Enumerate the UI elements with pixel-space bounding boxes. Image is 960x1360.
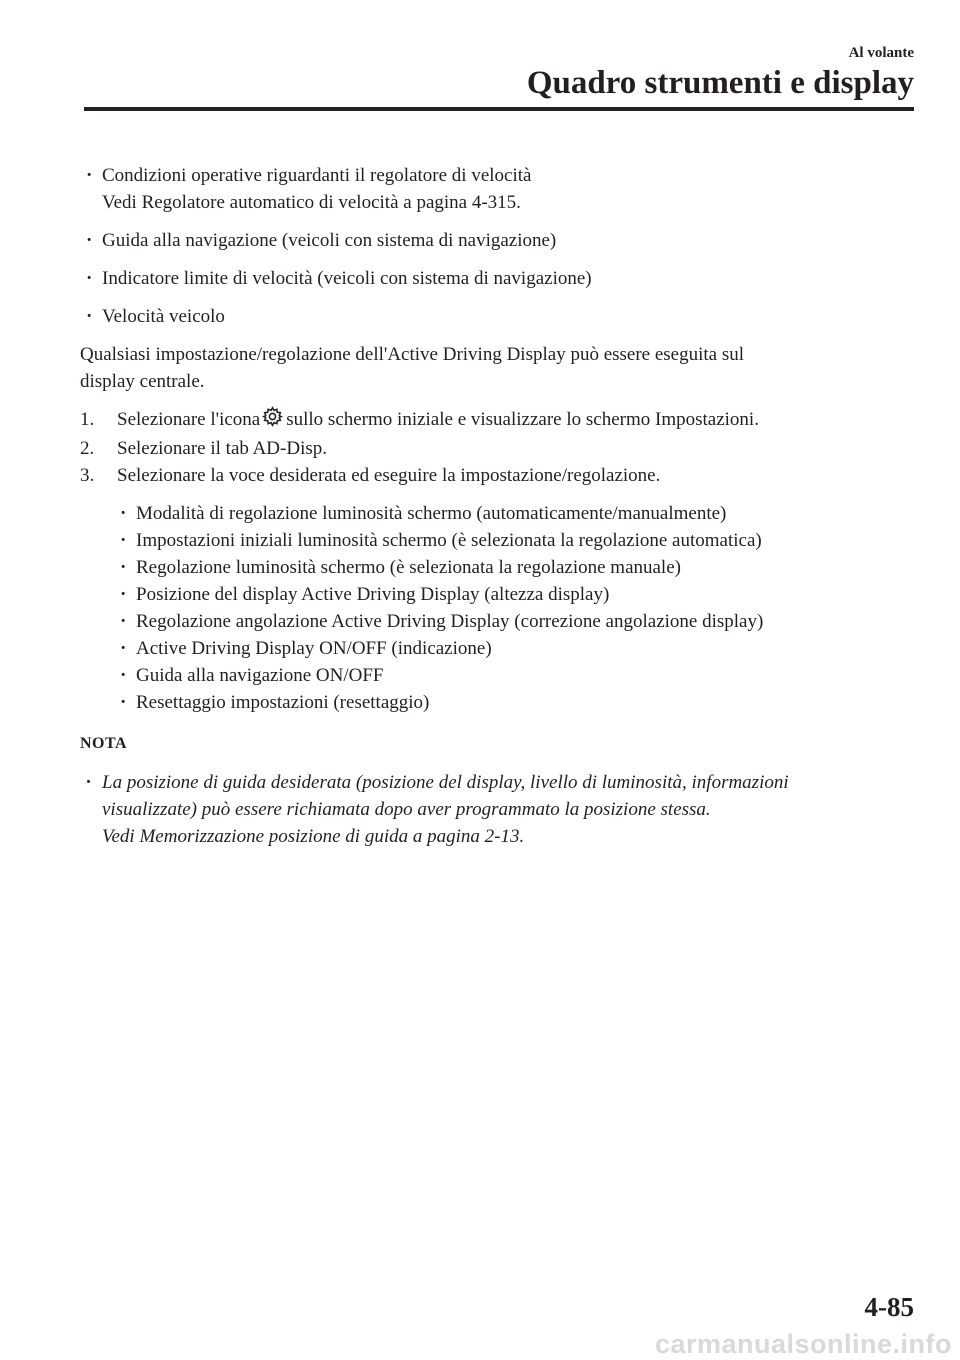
list-item: · Velocità veicolo [80,303,920,330]
note-item [80,769,920,850]
note-line: visualizzate) può essere richiamata dopo aver programmato la posizione stessa. [102,799,711,820]
watermark: carmanualsonline.info [654,1329,952,1359]
list-item-text: · Condizioni operative riguardanti il regolatore di velocità [102,165,532,186]
list-item: · Regolazione luminosità schermo (è selezionata la regolazione manuale) [114,554,920,581]
section-label: Al volante [848,45,914,61]
page-title: Quadro strumenti e display [526,65,914,101]
list-item: · Indicatore limite di velocità (veicoli con sistema di navigazione) [80,265,920,292]
step-number: 2. [80,438,95,459]
intro-line: Qualsiasi impostazione/regolazione dell'Active Driving Display può essere eseguita sul [80,344,745,365]
list-item [80,162,920,216]
list-item: · Active Driving Display ON/OFF (indicazione) [114,635,920,662]
intro-line: display centrale. [80,371,205,392]
step-item [80,462,920,489]
list-item: · Impostazioni iniziali luminosità schermo (è selezionata la regolazione automatica) [114,527,920,554]
step-item [80,406,920,435]
settings-gear-icon [262,406,283,435]
list-item: · Regolazione angolazione Active Driving Display (correzione angolazione display) [114,608,920,635]
page-number: 4-85 [864,1292,914,1322]
page-header [527,44,914,102]
list-item: · Posizione del display Active Driving Display (altezza display) [114,581,920,608]
step-text: Selezionare l'icona [117,409,261,430]
list-item: · Guida alla navigazione (veicoli con sistema di navigazione) [80,227,920,254]
step-text: sullo schermo iniziale e visualizzare lo schermo Impostazioni. [286,409,759,430]
step-number: 1. [80,409,95,430]
page-content [80,162,920,850]
cross-reference: Vedi Regolatore automatico di velocità a pagina 4-315. [102,192,521,213]
list-item: · Modalità di regolazione luminosità schermo (automaticamente/manualmente) [114,500,920,527]
step-text: Selezionare il tab AD-Disp. [117,438,328,459]
header-divider [84,107,914,111]
cross-reference: Vedi Memorizzazione posizione di guida a pagina 2-13. [102,826,525,847]
note-label: NOTA [80,735,128,752]
list-item: · Guida alla navigazione ON/OFF [114,662,920,689]
step-item [80,435,920,462]
step-text: Selezionare la voce desiderata ed eseguire la impostazione/regolazione. [117,465,661,486]
sub-list [114,500,920,716]
step-number: 3. [80,465,95,486]
note-line: · La posizione di guida desiderata (posizione del display, livello di luminosità, informazioni [102,772,789,793]
list-item: · Resettaggio impostazioni (resettaggio) [114,689,920,716]
intro-paragraph [80,341,920,395]
